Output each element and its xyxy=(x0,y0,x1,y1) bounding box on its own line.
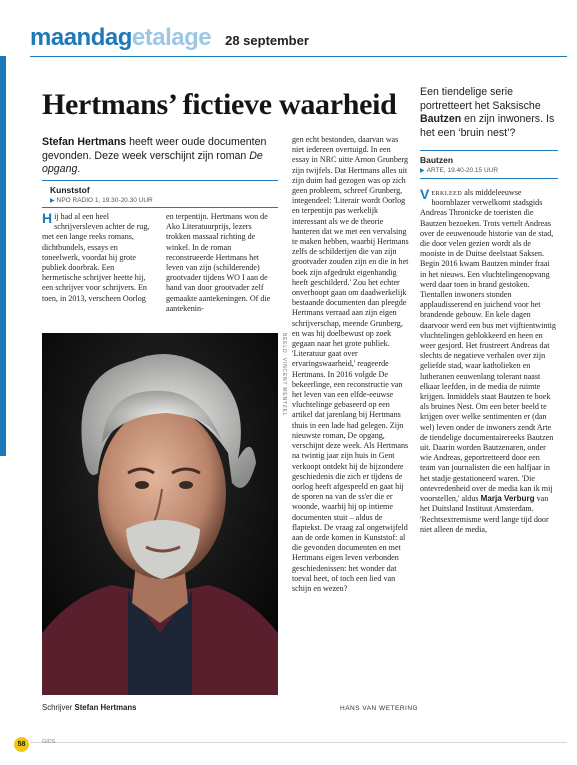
left-accent-bar xyxy=(0,56,6,456)
sidebar-program-details: ▶ ARTE, 19.40-20.15 UUR xyxy=(420,167,499,174)
article-column-3: gen echt bestonden, daarvan was niet iedereen overtuigd. In een essay in NRC uitte Arnon Grunberg zijn twijfels. Dat Hertmans alles uit zijn duim had gezogen was op zich geen probleem, schreef Grunberg, integendeel: 'Literair wordt Oorlog en terpentijn pas werkelijk interessant als we de theorie hanteren dat we met een vervalsing te maken hebben, waarbij Hertmans zelfs de schilderijen die van zijn grootvader zouden zijn en die in het boek zijn afgedrukt eigenhandig heeft geschilderd.' Zou het echter onverhoopt gaan om daadwerkelijk bestaande documenten dan pleegde Hertmans verraad aan zijn eigen schrijverschap, meende Grunberg, en was hij doelbewust op zoek gegaan naar het grote publiek. 'Literatuur gaat over ervaringswaarheid,' reageerde Hertmans. In 2016 volgde De bekeerlinge, een reconstructie van het leven van een elfde-eeuwse vluchtelinge gebaseerd op een artikel dat jarenlang bij Hertmans thuis in een lade had gelegen. Zijn nieuwste roman, De opgang, verschijnt deze week. Als Hertmans na twintig jaar zijn huis in Gent verkoopt ontdekt hij de bijzondere geschiedenis die zich er tijdens de oorlog heeft afgespeeld en gaat hij de sporen na van de ss'er die er woonde, waarbij hij op intieme documenten stuit – aldus de flaptekst. De vraag zal ongetwijfeld aan de orde komen in Kunststof: al die gevonden documenten en met Hertmans eigen leven verbonden geschiedenissen: het wonder dat toeval heet, of toch een lied van schijn en wezen? xyxy=(292,135,409,593)
portrait-illustration xyxy=(42,333,278,695)
play-triangle-icon: ▶ xyxy=(420,168,425,174)
photo-credit: BEELD: VINCENT MENTZEL xyxy=(281,333,287,417)
issue-date: 28 september xyxy=(225,33,309,48)
sidebar-drop-cap: V xyxy=(420,186,430,202)
sidebar-program-title: Bautzen xyxy=(420,155,454,165)
sidebar-rule xyxy=(420,150,558,151)
sidebar-teaser xyxy=(420,86,558,179)
sidebar-rule-bottom xyxy=(420,178,558,179)
masthead xyxy=(30,24,309,54)
article-headline: Hertmans’ fictieve waarheid xyxy=(42,88,397,121)
photo-caption: Schrijver Stefan Hertmans xyxy=(42,703,137,712)
masthead-title-part2: etalage xyxy=(131,24,212,51)
footer-label: GIDS xyxy=(42,739,56,745)
sidebar-teaser-bold: Bautzen xyxy=(420,113,462,125)
masthead-rule xyxy=(30,56,567,57)
caption-name: Stefan Hertmans xyxy=(74,703,137,712)
program-info xyxy=(42,180,278,208)
sidebar-column: Verkleed als middeleeuwse hoornblazer verwelkomt stadsgids Andreas Thronicke de toeristen die Bautzen bezoeken. Trots vertelt Andreas over de eeuwenoude historie van de stad, die door velen gezien wordt als de mooiste in de Duitse deelstaat Saksen. Begin 2016 kwam Bautzen minder fraai in het nieuws. Een vluchtelingenopvang werd daar toen in brand gestoken. Tientallen inwoners stonden applaudisserend en juichend voor het brandende gebouw. En kele dagen daarvoor werd een bus met vijftientwintig vluchtelingen geblokkeerd en heen en weer gesjord. Het frustreert Andreas dat slechts de negatieve verhalen over zijn geliefde stad, waar katholieken en lutheranen eeuwenlang tolerant naast elkaar leefden, in de media de ruimte krijgen. Inmiddels staat Bautzen te boek als bruines Nest. Om een beter beeld te krijgen over welke sentimenten er (dan wel) leven onder de inwoners zendt Arte de tiendelige documentairereeks Bautzen uit. Daarin worden Bautzenaren, onder wie Andreas, geportretteerd door een team van journalisten die een halfjaar in het stadje gestationeerd waren. 'Die ontevredenheid over de media kan ik mij voorstellen,' aldus Marja Verburg van het Duitsland Instituut Amsterdam. 'Rechtsextremisme werd lange tijd door niet alleen de media, xyxy=(420,186,556,534)
program-title: Kunststof xyxy=(50,185,90,195)
sidebar-teaser-text: Een tiendelige serie portretteert het Saksische Bautzen en zijn inwoners. Is het een ‘bruin nest’? xyxy=(420,86,555,139)
footer-rule xyxy=(30,742,567,743)
intro-author-name: Stefan Hertmans xyxy=(42,136,127,148)
page-number-badge: 58 xyxy=(14,737,29,752)
play-triangle-icon: ▶ xyxy=(50,198,55,204)
article-signature: HANS VAN WETERING xyxy=(340,705,419,712)
program-details: ▶ NPO RADIO 1, 19.30-20.30 UUR xyxy=(50,197,153,204)
article-column-1: Hij had al een heel schrijversleven achter de rug, met een lange reeks romans, dichtbundels, essays en toneelwerk, voordat hij grote publiek doorbrak. Een hermetische schrijver heette hij, een schrijver voor schrijvers. En toen, in 2013, verscheen Oorlog xyxy=(42,210,150,303)
article-column-2: en terpentijn. Hertmans won de Ako Literatuurprijs, lezers trokken massaal richting de winkel. In de roman reconstrueerde Hertmans het leven van zijn (schilderende) grootvader tijdens WO I aan de hand van door grootvader zelf gemaakte aantekeningen. Of die aantekenin- xyxy=(166,212,271,313)
article-intro: Stefan Hertmans heeft weer oude documenten gevonden. Deze week verschijnt zijn roman De opgang. xyxy=(42,136,267,176)
author-portrait-photo xyxy=(42,333,278,695)
masthead-title-part1: maandag xyxy=(30,24,132,51)
drop-cap: H xyxy=(42,210,53,226)
sidebar-quoted-name: Marja Verburg xyxy=(480,494,535,504)
intro-book-title: De opgang xyxy=(42,149,263,176)
